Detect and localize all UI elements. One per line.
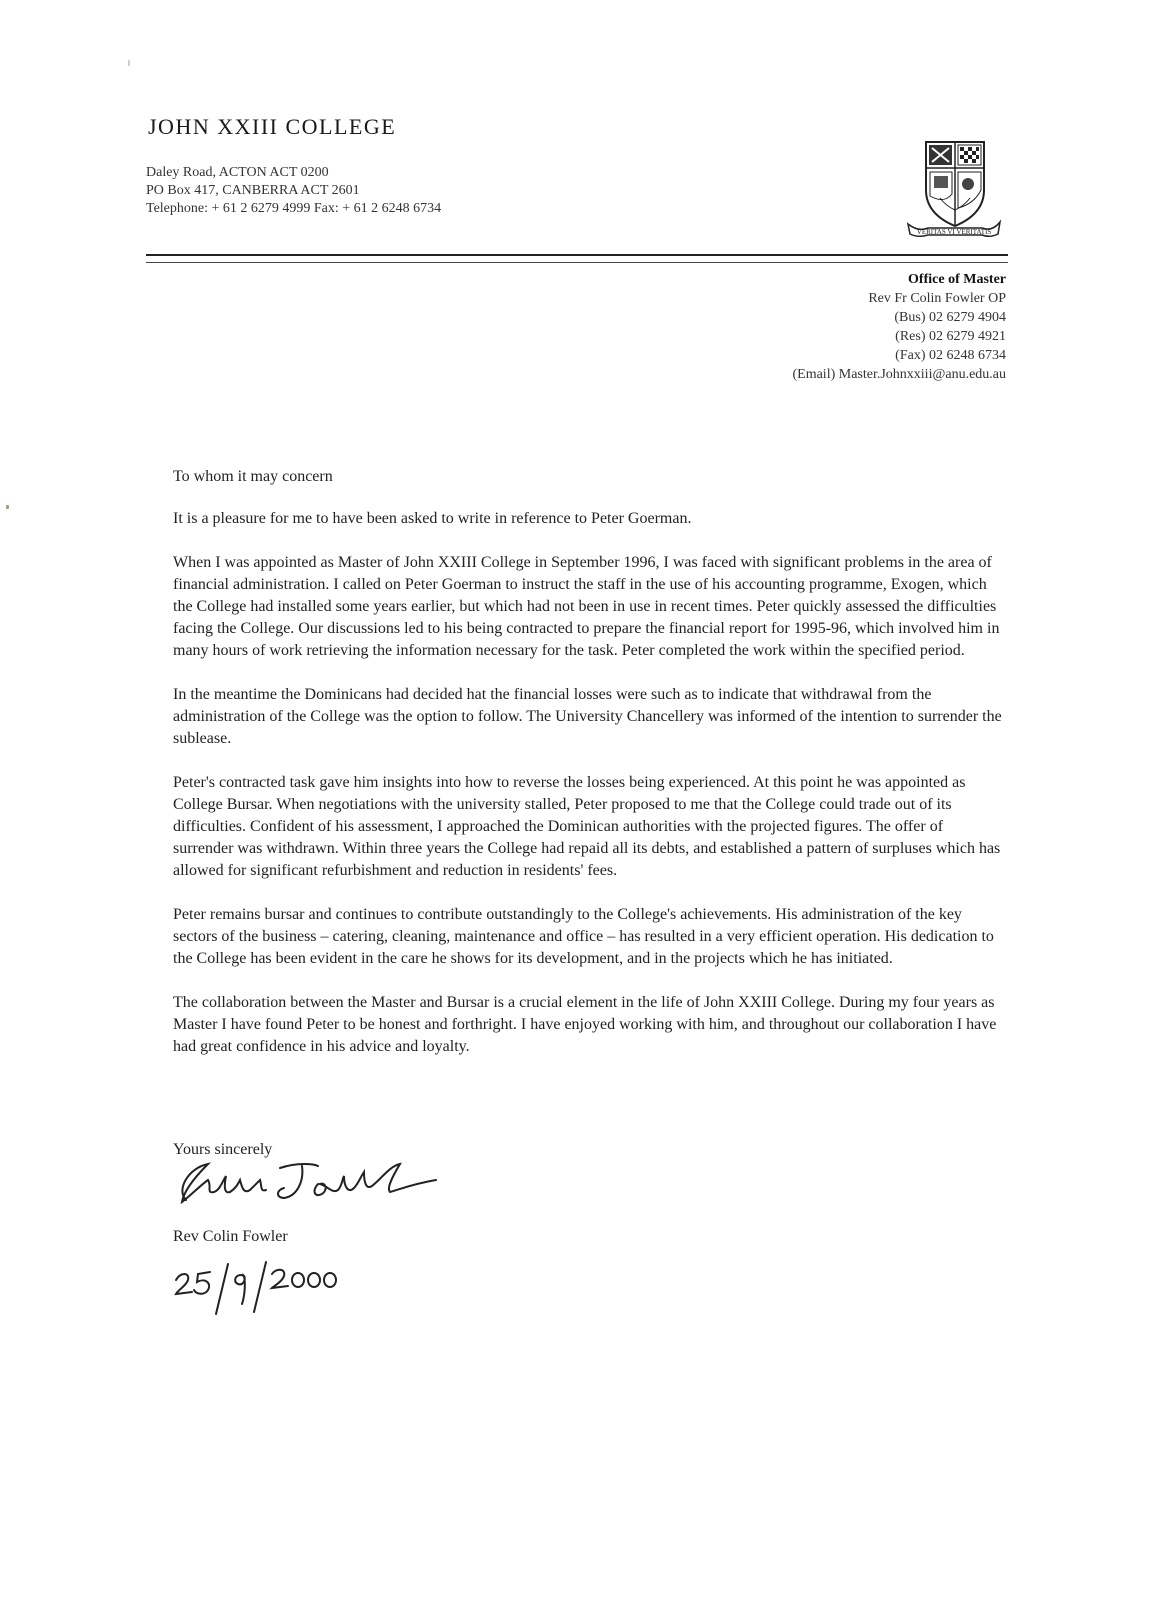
- salutation: To whom it may concern: [173, 468, 333, 485]
- paragraph: Peter's contracted task gave him insights into how to reverse the losses being experienced. At this point he was appointed as College Bursar. When negotiations with the university stalled, Peter proposed to me that the College could trade out of its difficulties. Confident of his assessment, I approached the Dominican authorities with the projected figures. The offer of surrender was withdrawn. Within three years the College had repaid all its debts, and established a pattern of surpluses which has allowed for significant refurbishment and reduction in residents' fees.: [173, 774, 1001, 879]
- scan-speck: [128, 60, 130, 66]
- phone-res: (Res) 02 6279 4921: [895, 329, 1006, 344]
- email-address: (Email) Master.Johnxxiii@anu.edu.au: [792, 367, 1006, 382]
- paragraph: The collaboration between the Master and Bursar is a crucial element in the life of John XXIII College. During my four years as Master I have found Peter to be honest and forthright. I have enjoyed working with him, and throughout our collaboration I have had great confidence in his advice and loyalty.: [173, 994, 997, 1055]
- fax-number: (Fax) 02 6248 6734: [895, 348, 1006, 363]
- college-name: JOHN XXIII COLLEGE: [148, 114, 397, 139]
- signer-name: Rev Colin Fowler: [173, 1228, 288, 1245]
- letter-body: [173, 466, 1003, 1080]
- paragraph: It is a pleasure for me to have been asked to write in reference to Peter Goerman.: [173, 510, 692, 527]
- header-rule: [146, 254, 1008, 256]
- paragraph: In the meantime the Dominicans had decided hat the financial losses were such as to indicate that withdrawal from the administration of the College was the option to follow. The University Chancellery was informed of the intention to surrender the sublease.: [173, 686, 1002, 747]
- address-line: Daley Road, ACTON ACT 0200: [146, 165, 329, 180]
- signature: [168, 1150, 448, 1212]
- college-crest-icon: [904, 138, 1004, 240]
- scan-speck: [6, 505, 9, 509]
- paragraph: When I was appointed as Master of John XXIII College in September 1996, I was faced with significant problems in the area of financial administration. I called on Peter Goerman to instruct the staff in the use of his accounting programme, Exogen, which the College had installed some years earlier, but which had not been in use in recent times. Peter quickly assessed the difficulties facing the College. Our discussions led to his being contracted to prepare the financial report for 1995-96, which involved him in many hours of work retrieving the information necessary for the task. Peter completed the work within the specified period.: [173, 554, 1000, 659]
- svg-text:VERITAS VI VERITATIS: VERITAS VI VERITATIS: [916, 228, 992, 236]
- letterhead-address: [146, 164, 441, 218]
- closing: Yours sincerely: [173, 1141, 273, 1158]
- handwritten-date: [172, 1258, 352, 1318]
- phone-bus: (Bus) 02 6279 4904: [894, 310, 1006, 325]
- header-rule-thin: [146, 262, 1008, 263]
- office-title: Office of Master: [908, 272, 1006, 287]
- master-name: Rev Fr Colin Fowler OP: [868, 291, 1006, 306]
- office-of-master-block: [606, 270, 1006, 384]
- address-line: PO Box 417, CANBERRA ACT 2601: [146, 183, 360, 198]
- paragraph: Peter remains bursar and continues to contribute outstandingly to the College's achievements. His administration of the key sectors of the business – catering, cleaning, maintenance and office – has resulted in a very efficient operation. His dedication to the College has been evident in the care he shows for its development, and in the projects which he has initiated.: [173, 906, 994, 967]
- telephone-fax-line: Telephone: + 61 2 6279 4999 Fax: + 61 2 6248 6734: [146, 201, 442, 216]
